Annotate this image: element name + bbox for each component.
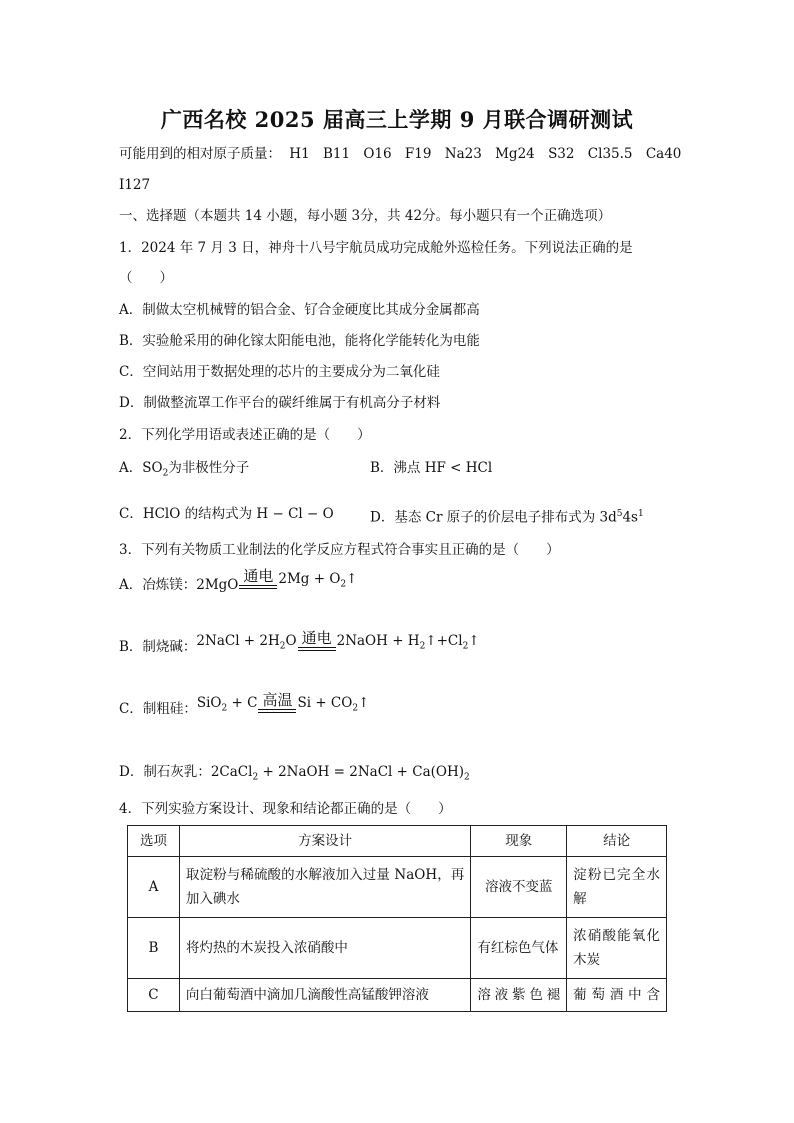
q2-option-d: D．基态 Cr 原子的价层电子排布式为 $3d^54s^1$	[370, 509, 644, 526]
q3-option-d: D．制石灰乳：2CaCl$_2$ + 2NaOH = 2NaCl + $Ca(OH)_2$	[119, 764, 470, 783]
q3-option-c: C．制粗硅： SiO$_2$ + C 高温 $Si + CO_2↑$	[119, 691, 370, 717]
q3-option-b: B．制烧碱： 2NaCl + $2H_2O$ 通电 2NaOH + $H_2↑+Cl_2↑$	[119, 629, 480, 655]
table-cell-conclusion: 葡萄酒中含	[567, 979, 667, 1012]
q2-option-c: C．HClO 的结构式为 H − Cl − O	[119, 506, 334, 522]
atomic-mass-item: B11	[322, 146, 351, 162]
reaction-condition: 通电	[239, 568, 277, 595]
q2-stem: 2．下列化学用语或表述正确的是（ ）	[119, 427, 371, 443]
reaction-condition: 高温	[258, 692, 296, 719]
table-cell-phenomenon: 溶液不变蓝	[471, 857, 567, 918]
table-header-cell: 结论	[567, 826, 667, 857]
table-header-row	[128, 826, 667, 857]
q1-stem: 1．2024 年 7 月 3 日，神舟十八号宇航员成功完成舱外巡检任务。下列说法正确的是	[119, 240, 633, 256]
q3-option-a: A．冶炼镁： 2MgO 通电 $2Mg + O_2↑$	[119, 567, 358, 593]
q4-table	[127, 825, 667, 1012]
table-row	[128, 857, 667, 918]
page-title: 广西名校 2025 届高三上学期 9 月联合调研测试	[160, 107, 634, 132]
equals-bar	[239, 585, 277, 589]
table-cell-conclusion: 浓硝酸能氧化木炭	[567, 918, 667, 979]
atomic-mass-wrap: I127	[119, 177, 151, 193]
atomic-mass-item: O16	[363, 146, 392, 162]
reaction-condition: 通电	[298, 630, 336, 657]
q1-option-b: B．实验舱采用的砷化镓太阳能电池，能将化学能转化为电能	[119, 333, 480, 349]
atomic-mass-item: Ca40	[645, 146, 682, 162]
q3-stem: 3．下列有关物质工业制法的化学反应方程式符合事实且正确的是（ ）	[119, 542, 560, 558]
section-heading: 一、选择题（本题共 14 小题，每小题 3分，共 42分。每小题只有一个正确选项）	[119, 208, 612, 224]
atomic-mass-item: H1	[289, 146, 310, 162]
q1-option-c: C．空间站用于数据处理的芯片的主要成分为二氧化硅	[119, 364, 440, 380]
q1-option-d: D．制做整流罩工作平台的碳纤维属于有机高分子材料	[119, 395, 441, 411]
atomic-mass-item: Cl35.5	[587, 146, 633, 162]
atomic-mass-item: Na23	[444, 146, 482, 162]
atomic-mass-item: F19	[404, 146, 432, 162]
table-row	[128, 918, 667, 979]
q2-option-b: B．沸点 HF < HCl	[370, 460, 493, 476]
table-header-cell: 现象	[471, 826, 567, 857]
table-header-cell: 方案设计	[179, 826, 470, 857]
table-header-cell: 选项	[128, 826, 180, 857]
table-cell-conclusion: 淀粉已完全水解	[567, 857, 667, 918]
table-cell-phenomenon: 溶液紫色褪	[471, 979, 567, 1012]
atomic-masses-label: 可能用到的相对原子质量：	[119, 146, 281, 162]
table-cell-option: A	[128, 857, 180, 918]
table-cell-design: 将灼热的木炭投入浓硝酸中	[179, 918, 470, 979]
q2-option-a: A．$SO_2$为非极性分子	[119, 460, 250, 479]
table-cell-option: B	[128, 918, 180, 979]
table-cell-design: 向白葡萄酒中滴加几滴酸性高锰酸钾溶液	[179, 979, 470, 1012]
equals-bar	[258, 709, 296, 713]
table-row	[128, 979, 667, 1012]
q1-option-a: A．制做太空机械臂的铝合金、钌合金硬度比其成分金属都高	[119, 302, 480, 318]
table-cell-option: C	[128, 979, 180, 1012]
atomic-mass-item: Mg24	[495, 146, 535, 162]
atomic-masses-line	[119, 144, 690, 164]
equals-bar	[298, 647, 336, 651]
q1-answer-blank: （ ）	[119, 270, 173, 286]
atomic-mass-item: S32	[548, 146, 575, 162]
table-cell-phenomenon: 有红棕色气体	[471, 918, 567, 979]
q4-stem: 4．下列实验方案设计、现象和结论都正确的是（ ）	[119, 801, 452, 817]
table-cell-design: 取淀粉与稀硫酸的水解液加入过量 NaOH，再加入碘水	[179, 857, 470, 918]
